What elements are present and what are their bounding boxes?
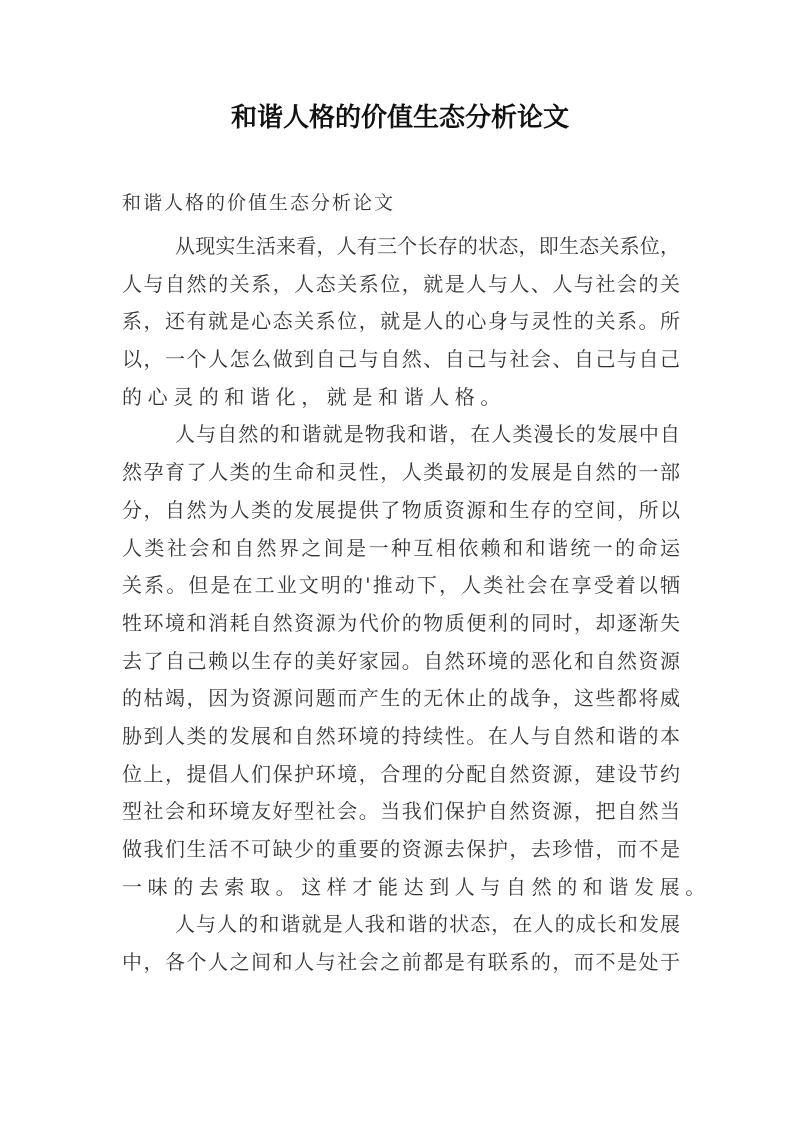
paragraph-line: 中，各个人之间和人与社会之前都是有联系的，而不是处于 (122, 950, 680, 975)
paragraph-line: 关系。但是在工业文明的'推动下，人类社会在享受着以牺 (122, 573, 680, 598)
paragraph-line: 分，自然为人类的发展提供了物质资源和生存的空间，所以 (122, 497, 680, 522)
document-title: 和谐人格的价值生态分析论文 (230, 103, 569, 133)
paragraph-line: 胁到人类的发展和自然环境的持续性。在人与自然和谐的本 (122, 723, 680, 748)
paragraph-line: 的枯竭，因为资源问题而产生的无休止的战争，这些都将威 (122, 686, 680, 711)
paragraph (122, 906, 680, 981)
paragraph-line: 的心灵的和谐化，就是和谐人格。 (122, 384, 506, 409)
paragraph-line: 一味的去索取。这样才能达到人与自然的和谐发展。 (122, 874, 711, 899)
paragraph-line: 牲环境和消耗自然资源为代价的物质便利的同时，却逐渐失 (122, 610, 680, 635)
paragraph-line: 人与人的和谐就是人我和谐的状态，在人的成长和发展 (175, 912, 680, 937)
document-subtitle: 和谐人格的价值生态分析论文 (122, 192, 396, 214)
paragraph-line: 型社会和环境友好型社会。当我们保护自然资源，把自然当 (122, 799, 680, 824)
paragraph-line: 去了自己赖以生存的美好家园。自然环境的恶化和自然资源 (122, 648, 680, 673)
paragraph-line: 人与自然的和谐就是物我和谐，在人类漫长的发展中自 (175, 422, 680, 447)
paragraph-line: 做我们生活不可缺少的重要的资源去保护，去珍惜，而不是 (122, 837, 680, 861)
paragraph (122, 416, 711, 906)
paragraph-line: 系，还有就是心态关系位，就是人的心身与灵性的关系。所 (122, 309, 680, 334)
paragraph (122, 228, 680, 416)
paragraph-line: 然孕育了人类的生命和灵性，人类最初的发展是自然的一部 (122, 460, 680, 485)
paragraph-line: 从现实生活来看，人有三个长存的状态，即生态关系位， (175, 234, 680, 258)
paragraph-line: 人类社会和自然界之间是一种互相依赖和和谐统一的命运 (122, 535, 680, 560)
paragraph-line: 位上，提倡人们保护环境，合理的分配自然资源，建设节约 (122, 761, 680, 786)
paragraph-line: 人与自然的关系，人态关系位，就是人与人、人与社会的关 (122, 271, 680, 296)
paragraph-line: 以，一个人怎么做到自己与自然、自己与社会、自己与自己 (122, 347, 680, 372)
document-body (122, 228, 711, 982)
